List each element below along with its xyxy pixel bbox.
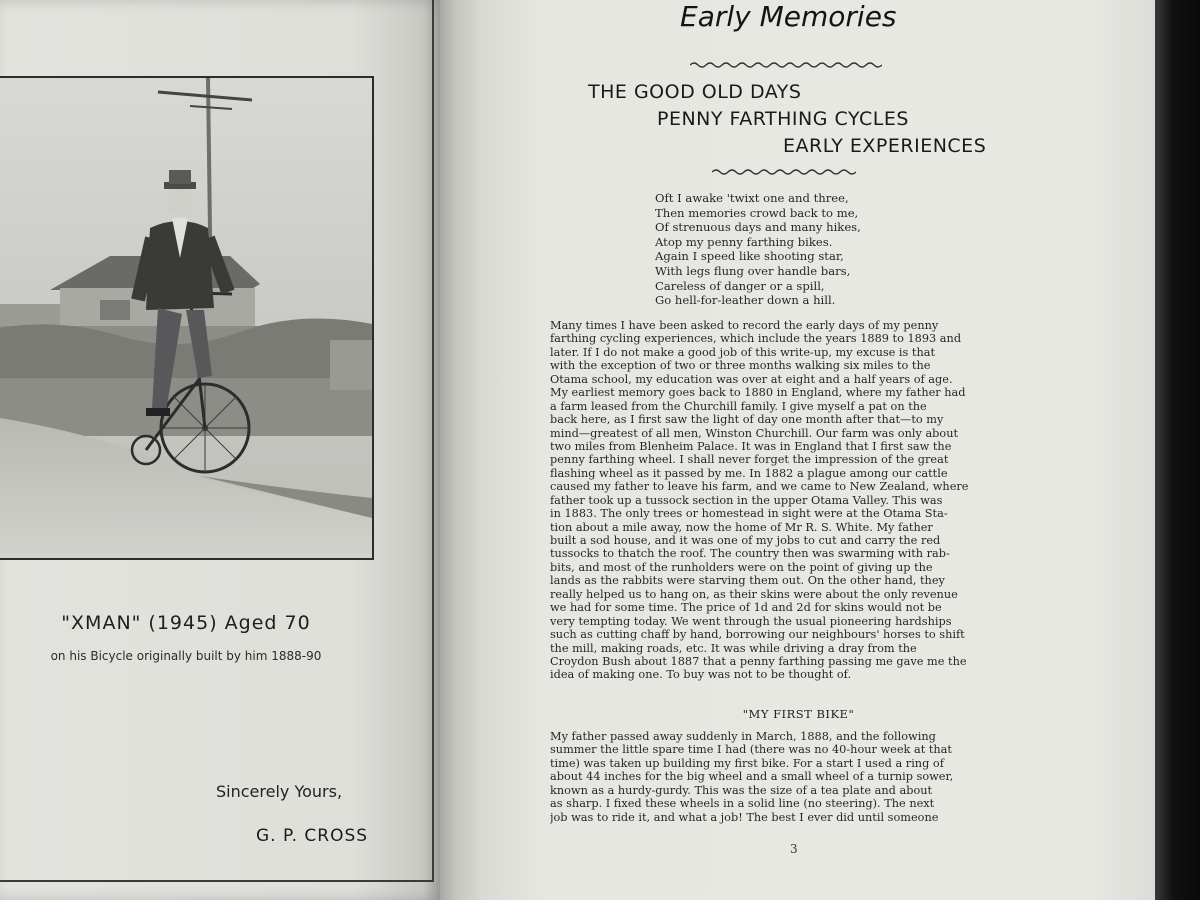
- article-body: [550, 319, 1047, 682]
- body-line: My earliest memory goes back to 1880 in England, where my father had: [550, 386, 966, 400]
- poem-line: Again I speed like shooting star,: [655, 249, 844, 264]
- author-signature: G. P. CROSS: [256, 826, 369, 846]
- subheading-my-first-bike: "MY FIRST BIKE": [742, 707, 855, 721]
- decorative-rule-top: [690, 60, 882, 70]
- body-line: flashing wheel as it passed by me. In 1882 a plague among our cattle: [550, 466, 948, 480]
- body-line: bits, and most of the runholders were on the point of giving up the: [550, 560, 933, 574]
- poem-line: Careless of danger or a spill,: [655, 278, 825, 293]
- body-line: very tempting today. We went through the usual pioneering hardships: [550, 614, 952, 628]
- photo-caption-title: "XMAN" (1945) Aged 70: [61, 612, 311, 634]
- body-line: Many times I have been asked to record the early days of my penny: [550, 319, 939, 332]
- body-line: tion about a mile away, now the home of Mr R. S. White. My father: [550, 520, 933, 534]
- body-line: known as a hurdy-gurdy. This was the size of a tea plate and about: [550, 783, 933, 797]
- body-line: in 1883. The only trees or homestead in sight were at the Otama Sta-: [550, 507, 948, 521]
- body-line: as sharp. I fixed these wheels in a solid line (no steering). The next: [550, 797, 935, 811]
- decorative-rule-bottom: [712, 167, 856, 177]
- body-line: with the exception of two or three months walking six miles to the: [550, 359, 931, 373]
- body-line: summer the little spare time I had (there was no 40-hour week at that: [550, 743, 952, 757]
- photograph-man-on-penny-farthing: [0, 76, 374, 560]
- body-line: caused my father to leave his farm, and we came to New Zealand, where: [550, 480, 969, 494]
- body-line: two miles from Blenheim Palace. It was in England that I first saw the: [550, 439, 952, 453]
- body-line: job was to ride it, and what a job! The best I ever did until someone: [550, 810, 939, 824]
- left-page: [0, 0, 440, 900]
- body-line: time) was taken up building my first bike. For a start I used a ring of: [550, 756, 944, 770]
- dark-background-edge: [1155, 0, 1200, 900]
- poem-line: Go hell-for-leather down a hill.: [655, 293, 836, 308]
- headline-line-1: THE GOOD OLD DAYS: [588, 81, 802, 103]
- body-line: about 44 inches for the big wheel and a small wheel of a turnip sower,: [550, 770, 954, 784]
- poem-line: Of strenuous days and many hikes,: [655, 220, 861, 235]
- body-line: Otama school, my education was over at eight and a half years of age.: [550, 372, 953, 386]
- body-line: we had for some time. The price of 1d and 2d for skins would not be: [550, 601, 942, 615]
- body-line: farthing cycling experiences, which include the years 1889 to 1893 and: [550, 332, 962, 346]
- body-line: idea of making one. To buy was not to be thought of.: [550, 668, 852, 682]
- body-line: father took up a tussock section in the upper Otama Valley. This was: [550, 493, 943, 507]
- headline-line-3: EARLY EXPERIENCES: [783, 135, 987, 157]
- poem-line: Oft I awake 'twixt one and three,: [655, 191, 849, 205]
- poem: [655, 191, 861, 308]
- body-line: Croydon Bush about 1887 that a penny farthing passing me gave me the: [550, 654, 967, 668]
- body-line: built a sod house, and it was one of my jobs to cut and carry the red: [550, 534, 941, 547]
- body-line: such as cutting chaff by hand, borrowing our neighbours' horses to shift: [550, 628, 965, 642]
- headline-line-2: PENNY FARTHING CYCLES: [657, 108, 909, 130]
- body-line: My father passed away suddenly in March, 1888, and the following: [550, 730, 936, 743]
- body-line: tussocks to thatch the roof. The country then was swarming with rab-: [550, 547, 950, 561]
- body-line: really helped us to hang on, as their skins were about the only revenue: [550, 587, 958, 601]
- page-number: 3: [790, 842, 798, 856]
- photo-illustration: [0, 78, 372, 558]
- body-line: back here, as I first saw the light of day one month after that—to my: [550, 413, 944, 427]
- body-line: lands as the rabbits were starving them out. On the other hand, they: [550, 574, 945, 588]
- book-gutter: [440, 0, 480, 900]
- article-body-continued: [550, 730, 1047, 824]
- poem-line: Then memories crowd back to me,: [655, 205, 859, 220]
- body-line: later. If I do not make a good job of this write-up, my excuse is that: [550, 345, 936, 359]
- body-line: penny farthing wheel. I shall never forget the impression of the great: [550, 453, 949, 467]
- signoff: Sincerely Yours,: [216, 782, 343, 801]
- poem-line: Atop my penny farthing bikes.: [655, 234, 833, 249]
- body-line: the mill, making roads, etc. It was while driving a dray from the: [550, 641, 917, 655]
- photo-caption-subtitle: on his Bicycle originally built by him 1888-90: [50, 649, 322, 663]
- body-line: a farm leased from the Churchill family. I give myself a pat on the: [550, 399, 927, 413]
- body-line: mind—greatest of all men, Winston Churchill. Our farm was only about: [550, 426, 959, 440]
- section-heading: Early Memories: [680, 0, 897, 33]
- poem-line: With legs flung over handle bars,: [655, 263, 851, 278]
